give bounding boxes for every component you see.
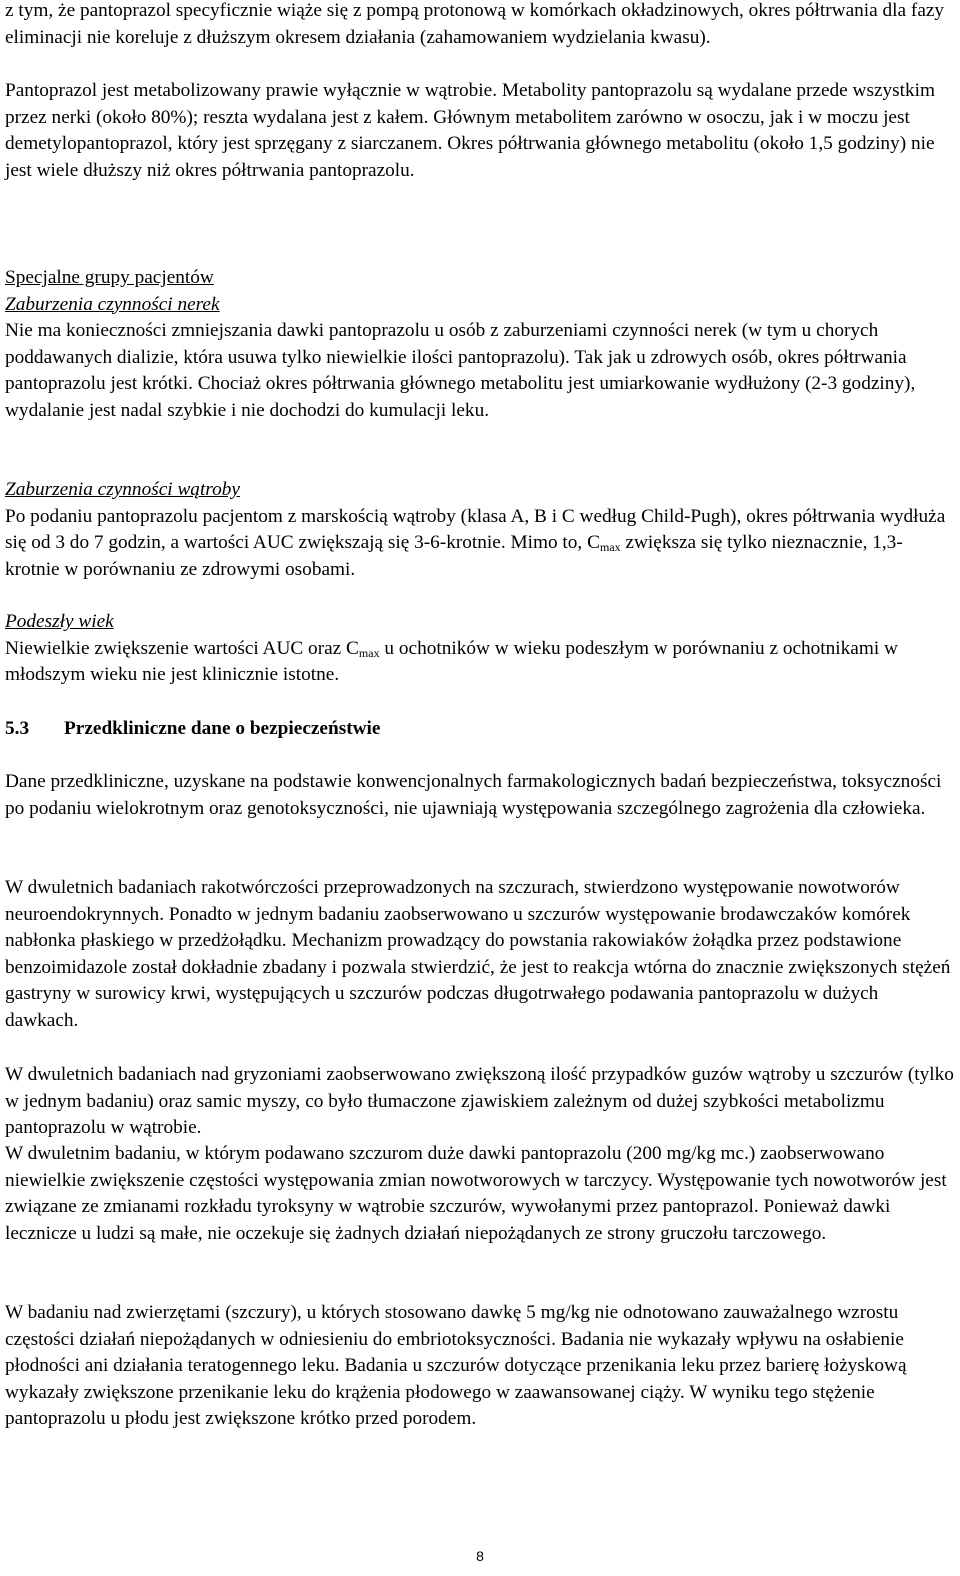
hepatic-text-part1: Po podaniu pantoprazolu pacjentom z marskością wątroby (klasa A, B i C według Child-Pugh), okres półtrwania wydłuża się od 3 do 7 godzin, a wartości AUC zwiększają się 3-6-krotnie. Mimo to, C bbox=[5, 505, 946, 553]
preclinical-paragraph-3: W dwuletnich badaniach nad gryzoniami zaobserwowano zwiększoną ilość przypadków guzów wątroby u szczurów (tylko w jednym badaniu) oraz samic myszy, co było tłumaczone zjawiskiem zależnym od dużej szybkości metabolizmu pantoprazolu w wątrobie. bbox=[5, 1064, 954, 1138]
page-number: 8 bbox=[476, 1548, 484, 1564]
elderly-text bbox=[5, 636, 954, 689]
preclinical-paragraph-4: W dwuletnim badaniu, w którym podawano szczurom duże dawki pantoprazolu (200 mg/kg mc.) zaobserwowano niewielkie zwiększenie częstości występowania zmian nowotworowych w tarczycy. Występowanie tych nowotworów jest związane ze zmianami rozkładu tyroksyny w wątrobie szczurów, wywołanymi przez pantoprazol. Ponieważ dawki lecznicze u ludzi są małe, nie oczekuje się żadnych działań niepożądanych ze strony gruczołu tarczowego. bbox=[5, 1143, 947, 1244]
section-title: Przedkliniczne dane o bezpieczeństwie bbox=[64, 718, 381, 739]
section-heading-5-3 bbox=[5, 716, 380, 743]
elderly-text-part2: u ochotników w wieku podeszłym w porównaniu z ochotnikami w młodszym wieku nie jest klinicznie istotne. bbox=[5, 637, 898, 685]
special-groups-section bbox=[5, 265, 954, 424]
paragraph-metabolism bbox=[5, 78, 954, 184]
hepatic-text bbox=[5, 504, 954, 584]
renal-heading: Zaburzenia czynności nerek bbox=[5, 293, 220, 315]
preclinical-paragraph-5: W badaniu nad zwierzętami (szczury), u których stosowano dawkę 5 mg/kg nie odnotowano zauważalnego wzrostu częstości działań niepożądanych w odniesieniu do embriotoksyczności. Badania nie wykazały wpływu na osłabienie płodności ani działania teratogennego leku. Badania u szczurów dotyczące przenikania leku przez barierę łożyskową wykazały zwiększone przenikanie leku do krążenia płodowego w zaawansowanej ciąży. W wyniku tego stężenie pantoprazolu u płodu jest zwiększone krótko przed porodem. bbox=[5, 1302, 907, 1429]
elderly-cmax-subscript: max bbox=[358, 645, 380, 660]
hepatic-heading: Zaburzenia czynności wątroby bbox=[5, 479, 240, 500]
elderly-text-part1: Niewielkie zwiększenie wartości AUC oraz C bbox=[5, 637, 359, 659]
paragraph-half-life: z tym, że pantoprazol specyficznie wiąże się z pompą protonową w komórkach okładzinowych, okres półtrwania dla fazy eliminacji nie koreluje z dłuższym okresem działania (zahamowaniem wydzielania kwasu). bbox=[5, 0, 945, 48]
hepatic-text-part2: zwiększa się tylko nieznacznie, 1,3-krotnie w porównaniu ze zdrowymi osobami. bbox=[5, 532, 903, 580]
elderly-section bbox=[5, 609, 954, 689]
section-number: 5.3 bbox=[5, 718, 30, 739]
elderly-heading: Podeszły wiek bbox=[5, 611, 114, 632]
renal-text: Nie ma konieczności zmniejszania dawki pantoprazolu u osób z zaburzeniami czynności nerek (w tym u chorych poddawanych dializie, która usuwa tylko niewielkie ilości pantoprazolu). Tak jak u zdrowych osób, okres półtrwania pantoprazolu jest krótki. Chociaż okres półtrwania głównego metabolitu jest umiarkowanie wydłużony (2-3 godziny), wydalanie jest nadal szybkie i nie dochodzi do kumulacji leku. bbox=[5, 320, 916, 421]
hepatic-section bbox=[5, 477, 954, 583]
preclinical-paragraph-1: Dane przedkliniczne, uzyskane na podstawie konwencjonalnych farmakologicznych badań bezpieczeństwa, toksyczności po podaniu wielokrotnym oraz genotoksyczności, nie ujawniają występowania szczególnego zagrożenia dla człowieka. bbox=[5, 771, 942, 819]
hepatic-cmax-subscript: max bbox=[599, 540, 621, 554]
special-groups-heading: Specjalne grupy pacjentów bbox=[5, 267, 214, 288]
preclinical-paragraph-2: W dwuletnich badaniach rakotwórczości przeprowadzonych na szczurach, stwierdzono występowanie nowotworów neuroendokrynnych. Ponadto w jednym badaniu zaobserwowano u szczurów występowanie brodawczaków komórek nabłonka płaskiego w przedżołądku. Mechanizm prowadzący do powstania rakowiaków żołądka przez podstawione benzoimidazole został dokładnie zbadany i pozwala stwierdzić, że jest to reakcja wtórna do znacznie zwiększonych stężeń gastryny w surowicy krwi, występujących u szczurów podczas długotrwałego podawania pantoprazolu w dużych dawkach. bbox=[5, 877, 951, 1031]
paragraph-metabolism-text: Pantoprazol jest metabolizowany prawie wyłącznie w wątrobie. Metabolity pantoprazolu są wydalane przede wszystkim przez nerki (około 80%); reszta wydalana jest z kałem. Głównym metabolitem zarówno w osoczu, jak i w moczu jest demetylopantoprazol, który jest sprzęgany z siarczanem. Okres półtrwania głównego metabolitu (około 1,5 godziny) nie jest wiele dłuższy niż okres półtrwania pantoprazolu. bbox=[5, 80, 936, 181]
